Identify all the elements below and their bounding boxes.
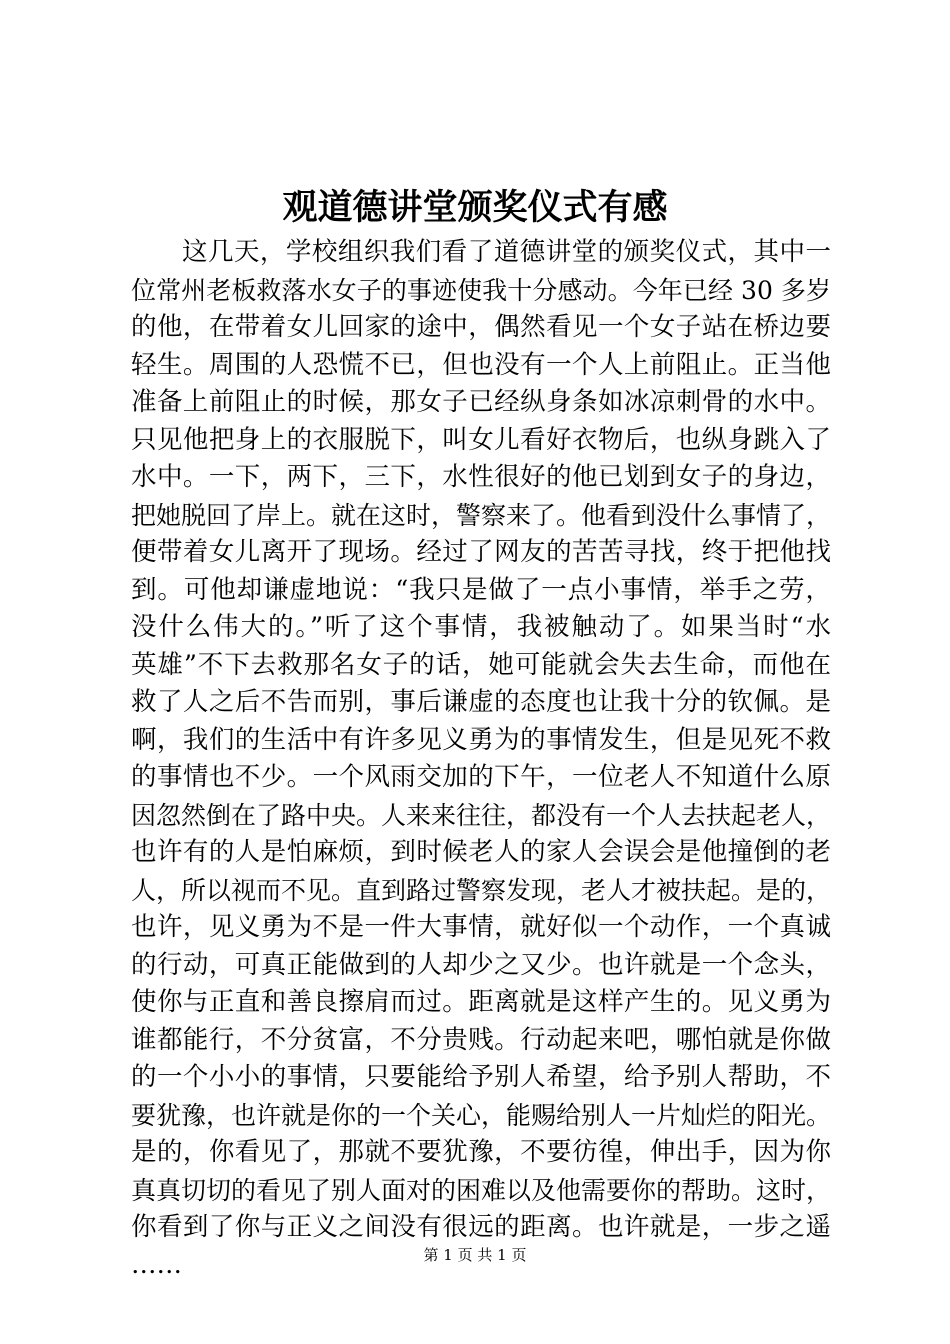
paragraph-line: 的一个小小的事情，只要能给予别人希望，给予别人帮助，不 (131, 1062, 831, 1092)
paragraph-line: 的行动，可真正能做到的人却少之又少。也许就是一个念头， (131, 949, 831, 980)
paragraph-line: 谁都能行，不分贫富，不分贵贱。行动起来吧，哪怕就是你做 (131, 1024, 831, 1055)
paragraph-line: 到。可他却谦虚地说：“我只是做了一点小事情，举手之劳， (131, 574, 831, 605)
paragraph-line: 真真切切的看见了别人面对的困难以及他需要你的帮助。这时， (131, 1175, 832, 1205)
paragraph-line: 啊，我们的生活中有许多见义勇为的事情发生，但是见死不救 (131, 724, 831, 755)
paragraph-line: 要犹豫，也许就是你的一个关心，能赐给别人一片灿烂的阳光。 (131, 1100, 832, 1130)
paragraph-line: 也许，见义勇为不是一件大事情，就好似一个动作，一个真诚 (131, 912, 831, 942)
paragraph-line: 轻生。周围的人恐慌不已，但也没有一个人上前阻止。正当他 (131, 349, 831, 380)
paragraph-line: 准备上前阻止的时候，那女子已经纵身条如冰凉刺骨的水中。 (131, 387, 831, 417)
page-footer: 第 1 页 共 1 页 (423, 1246, 527, 1264)
paragraph-line: 人，所以视而不见。直到路过警察发现，老人才被扶起。是的， (131, 875, 832, 905)
paragraph-line: 这几天，学校组织我们看了道德讲堂的颁奖仪式，其中一 (182, 237, 831, 267)
paragraph-line: 你看到了你与正义之间没有很远的距离。也许就是，一步之遥 (131, 1212, 831, 1242)
paragraph-line: 救了人之后不告而别，事后谦虚的态度也让我十分的钦佩。是 (131, 687, 831, 717)
paragraph-line: 也许有的人是怕麻烦，到时候老人的家人会误会是他撞倒的老 (131, 837, 831, 867)
paragraph-line: 英雄”不下去救那名女子的话，她可能就会失去生命，而他在 (131, 649, 831, 680)
paragraph-line: 的他，在带着女儿回家的途中，偶然看见一个女子站在桥边要 (131, 312, 831, 342)
paragraph-line: 是的，你看见了，那就不要犹豫，不要彷徨，伸出手，因为你 (131, 1137, 831, 1167)
document-title: 观道德讲堂颁奖仪式有感 (282, 187, 668, 228)
document-body (131, 234, 831, 1284)
paragraph-line: 便带着女儿离开了现场。经过了网友的苦苦寻找，终于把他找 (131, 537, 831, 567)
paragraph-line: 水中。一下，两下，三下，水性很好的他已划到女子的身边， (131, 462, 831, 492)
paragraph-line: 只见他把身上的衣服脱下，叫女儿看好衣物后，也纵身跳入了 (131, 424, 831, 455)
paragraph-line: 使你与正直和善良擦肩而过。距离就是这样产生的。见义勇为 (131, 987, 831, 1017)
paragraph-line: 因忽然倒在了路中央。人来来往往，都没有一个人去扶起老人， (131, 800, 832, 830)
paragraph-line: 的事情也不少。一个风雨交加的下午，一位老人不知道什么原 (131, 762, 831, 792)
paragraph-line: 把她脱回了岸上。就在这时，警察来了。他看到没什么事情了， (131, 500, 832, 530)
paragraph-line: 没什么伟大的。”听了这个事情，我被触动了。如果当时“水 (131, 612, 831, 642)
paragraph-line: 位常州老板救落水女子的事迹使我十分感动。今年已经 30 多岁 (131, 275, 831, 305)
paragraph-line: …… (131, 1249, 182, 1280)
